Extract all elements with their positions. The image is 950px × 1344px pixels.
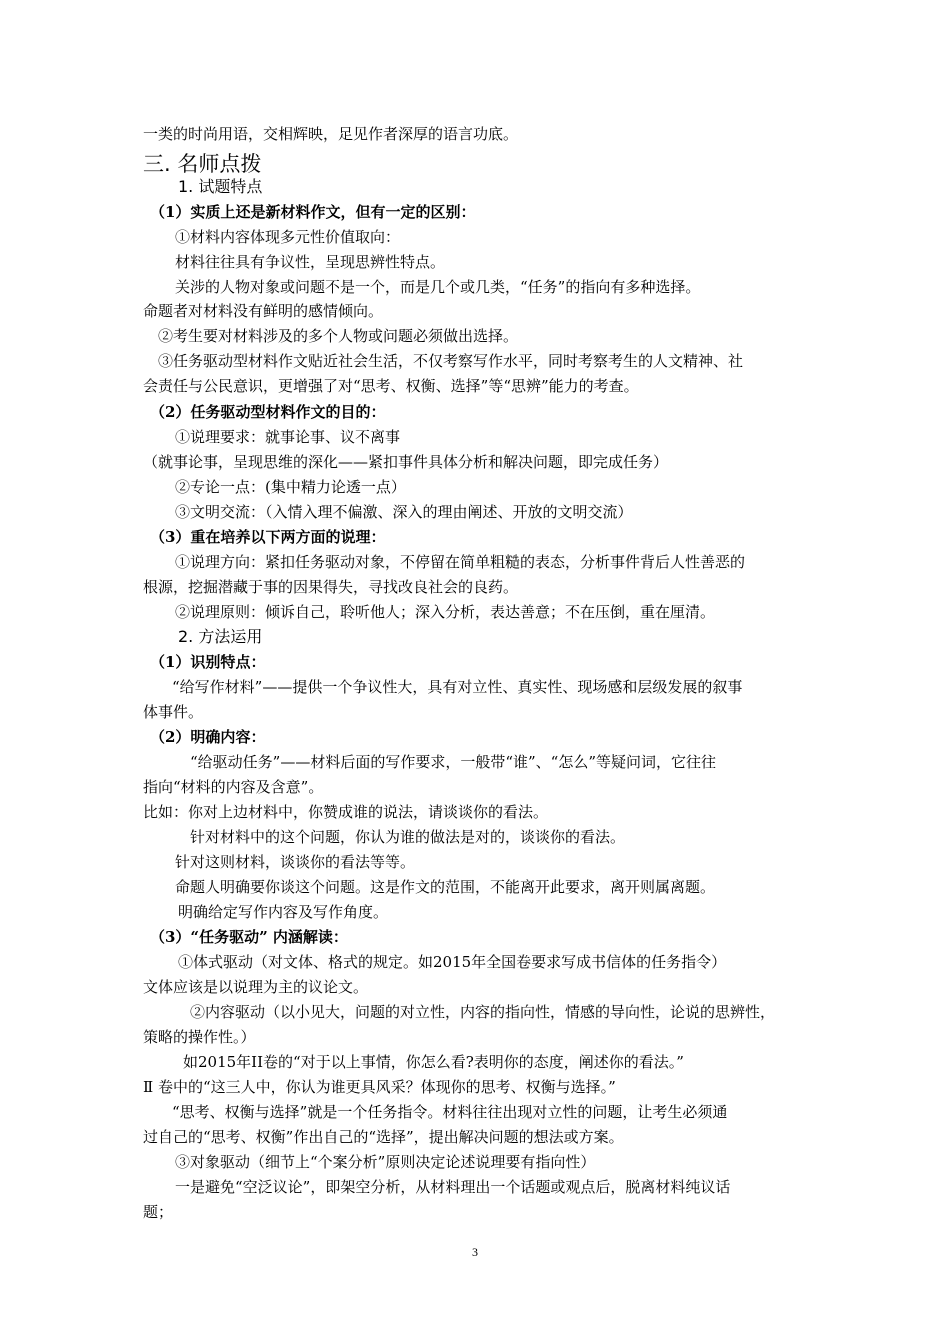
page-number: 3 xyxy=(472,1245,478,1259)
item-heading: （3）“任务驱动” 内涵解读： xyxy=(150,928,348,946)
text-line: ①说理方向：紧扣任务驱动对象，不停留在简单粗糙的表态，分析事件背后人性善恶的 xyxy=(175,553,746,571)
item-heading: （1）识别特点： xyxy=(150,653,266,671)
subsection-heading: 1. 试题特点 xyxy=(178,177,263,196)
text-line: 比如：你对上边材料中，你赞成谁的说法，请谈谈你的看法。 xyxy=(143,803,549,821)
item-heading: （2）任务驱动型材料作文的目的： xyxy=(150,403,386,421)
text-line: 如2015年ⅠⅠ卷的“对于以上事情，你怎么看?表明你的态度，阐述你的看法。” xyxy=(183,1053,684,1071)
text-line: ③任务驱动型材料作文贴近社会生活，不仅考察写作水平，同时考察考生的人文精神、社 xyxy=(158,352,744,370)
text-line: “思考、权衡与选择”就是一个任务指令。材料往往出现对立性的问题，让考生必须通 xyxy=(172,1103,728,1121)
text-line: 针对材料中的这个问题，你认为谁的做法是对的，谈谈你的看法。 xyxy=(190,828,626,846)
text-line: ②内容驱动（以小见大，问题的对立性，内容的指向性，情感的导向性，论说的思辨性， xyxy=(190,1003,776,1021)
text-line: 题； xyxy=(143,1203,174,1221)
text-line: 根源，挖掘潜藏于事的因果得失，寻找改良社会的良药。 xyxy=(143,578,519,596)
text-line: 一类的时尚用语，交相辉映，足见作者深厚的语言功底。 xyxy=(143,125,519,143)
text-line: 体事件。 xyxy=(143,703,204,721)
text-line: “给驱动任务”——材料后面的写作要求，一般带“谁”、“怎么”等疑问词，它往往 xyxy=(190,753,717,771)
text-line: ①说理要求：就事论事、议不离事 xyxy=(175,428,401,446)
item-heading: （3）重在培养以下两方面的说理： xyxy=(150,528,386,546)
subsection-heading: 2. 方法运用 xyxy=(178,627,263,646)
text-line: ③文明交流：（入情入理不偏激、深入的理由阐述、开放的文明交流） xyxy=(175,503,633,521)
text-line: ②考生要对材料涉及的多个人物或问题必须做出选择。 xyxy=(158,327,519,345)
text-line: ①体式驱动（对文体、格式的规定。如2015年全国卷要求写成书信体的任务指令） xyxy=(178,953,727,971)
text-line: “给写作材料”——提供一个争议性大，具有对立性、真实性、现场感和层级发展的叙事 xyxy=(172,678,743,696)
text-line: （就事论事，呈现思维的深化——紧扣事件具体分析和解决问题，即完成任务） xyxy=(143,453,669,471)
text-line: ①材料内容体现多元性价值取向： xyxy=(175,228,401,246)
text-line: 文体应该是以说理为主的议论文。 xyxy=(143,978,369,996)
text-line: 命题者对材料没有鲜明的感情倾向。 xyxy=(143,302,384,320)
text-line: 指向“材料的内容及含意”。 xyxy=(143,778,324,796)
text-line: 策略的操作性。） xyxy=(143,1028,256,1046)
text-line: 会责任与公民意识，更增强了对“思考、权衡、选择”等“思辨”能力的考查。 xyxy=(143,377,639,395)
text-line: 材料往往具有争议性，呈现思辨性特点。 xyxy=(175,253,446,271)
text-line: 明确给定写作内容及写作角度。 xyxy=(178,903,389,921)
text-line: ③对象驱动（细节上“个案分析”原则决定论述说理要有指向性） xyxy=(175,1153,596,1171)
text-line: 过自己的“思考、权衡”作出自己的“选择”，提出解决问题的想法或方案。 xyxy=(143,1128,624,1146)
text-line: 针对这则材料，谈谈你的看法等等。 xyxy=(175,853,416,871)
text-line: 一是避免“空泛议论”，即架空分析，从材料理出一个话题或观点后，脱离材料纯议话 xyxy=(175,1178,731,1196)
item-heading: （1）实质上还是新材料作文，但有一定的区别： xyxy=(150,203,476,221)
text-line: 关涉的人物对象或问题不是一个，而是几个或几类，“任务”的指向有多种选择。 xyxy=(175,278,701,296)
text-line: 命题人明确要你谈这个问题。这是作文的范围，不能离开此要求，离开则属离题。 xyxy=(175,878,716,896)
text-line: ②说理原则：倾诉自己，聆听他人；深入分析，表达善意；不在压倒，重在厘清。 xyxy=(175,603,716,621)
section-heading: 三. 名师点拨 xyxy=(143,152,262,176)
text-line: ②专论一点：(集中精力论透一点） xyxy=(175,478,406,496)
text-line: Ⅱ 卷中的“这三人中，你认为谁更具风采？体现你的思考、权衡与选择。” xyxy=(143,1078,616,1096)
item-heading: （2）明确内容： xyxy=(150,728,266,746)
